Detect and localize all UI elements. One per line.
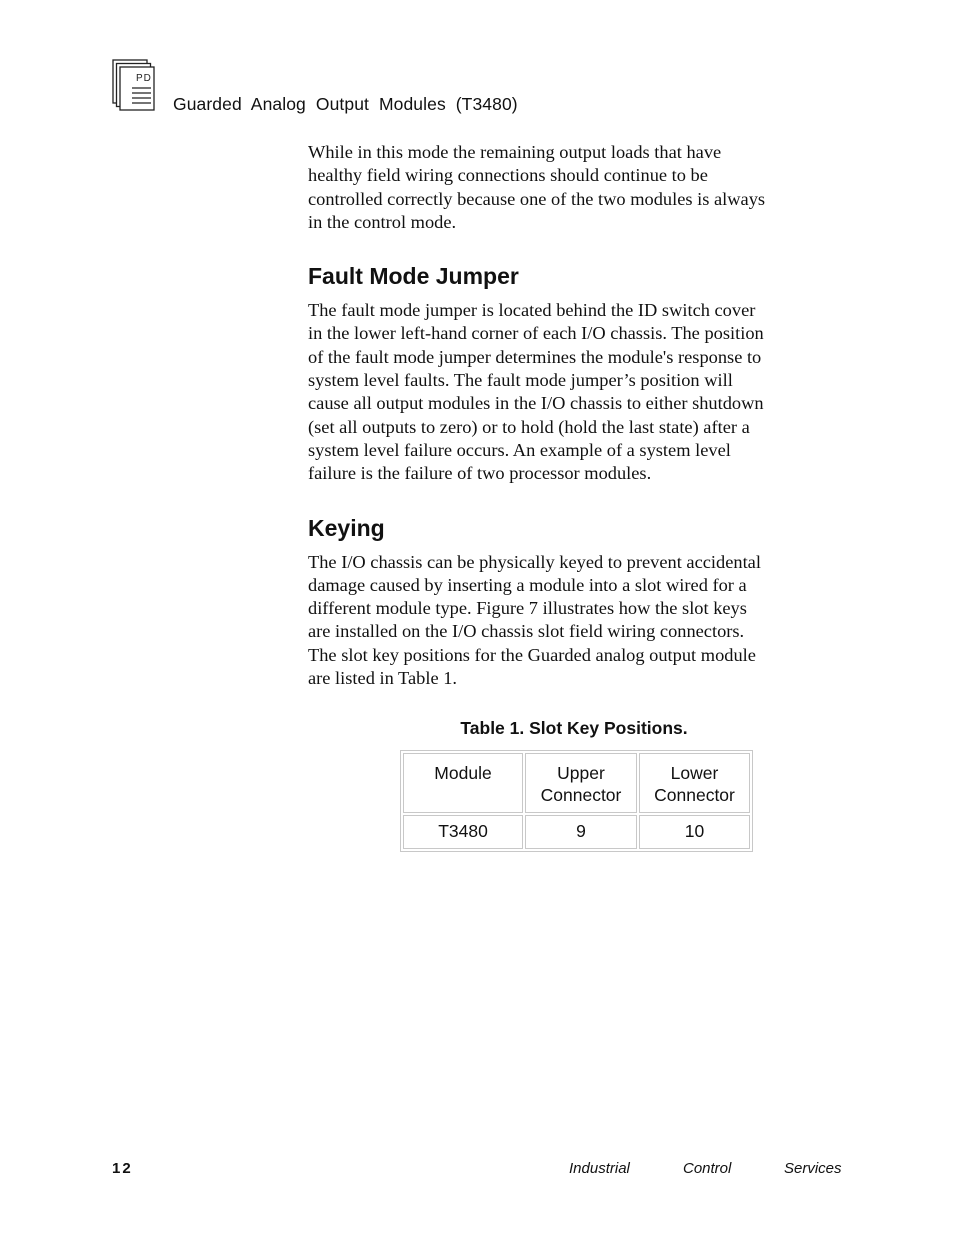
text-line: failure is the failure of two processor modules. — [308, 463, 652, 484]
text-line: different module type. Figure 7 illustrates how the slot keys — [308, 598, 747, 619]
header-lower-connector — [639, 753, 750, 813]
text-line: system level failure occurs. An example of a system level — [308, 439, 731, 460]
text-line: in the lower left-hand corner of each I/O chassis. The position — [308, 323, 764, 344]
text-line: of the fault mode jumper determines the module's response to — [308, 346, 762, 367]
text-line: are installed on the I/O chassis slot field wiring connectors. — [308, 621, 745, 642]
table-row — [403, 815, 750, 849]
footer-word-services: Services — [784, 1160, 842, 1177]
footer-word-control: Control — [683, 1160, 732, 1177]
header-lower-line1: Lower — [670, 763, 719, 783]
text-line: (set all outputs to zero) or to hold (hold the last state) after a — [308, 416, 750, 437]
fault-mode-paragraph — [308, 299, 848, 485]
logo-text: PD — [136, 73, 152, 84]
header-upper-line2: Connector — [540, 785, 622, 805]
pd-logo-icon — [112, 59, 156, 111]
header-title: Guarded Analog Output Modules (T3480) — [173, 94, 518, 114]
keying-heading: Keying — [308, 514, 385, 541]
table-caption: Table 1. Slot Key Positions. — [460, 718, 688, 738]
cell-lower: 10 — [639, 815, 750, 849]
header-module-label: Module — [434, 763, 492, 783]
text-line: in the control mode. — [308, 211, 457, 232]
slot-key-table — [400, 750, 753, 852]
text-line: The I/O chassis can be physically keyed to prevent accidental — [308, 551, 761, 572]
header-upper-line1: Upper — [557, 763, 605, 783]
text-line: While in this mode the remaining output loads that have — [308, 142, 722, 162]
header-upper-connector — [525, 753, 637, 813]
text-line: are listed in Table 1. — [308, 668, 458, 689]
text-line: controlled correctly because one of the two modules is always — [308, 188, 766, 209]
page-number: 12 — [112, 1160, 133, 1177]
text-line: cause all output modules in the I/O chassis to either shutdown — [308, 393, 764, 414]
text-line: system level faults. The fault mode jumper’s position will — [308, 370, 733, 391]
text-line: healthy field wiring connections should continue to be — [308, 165, 708, 186]
cell-module: T3480 — [403, 815, 523, 849]
text-line: The fault mode jumper is located behind the ID switch cover — [308, 300, 756, 321]
header-module — [403, 753, 523, 813]
header-lower-line2: Connector — [654, 785, 735, 805]
cell-upper: 9 — [525, 815, 637, 849]
table-header-row — [403, 753, 750, 813]
main-content — [308, 141, 848, 690]
text-line: damage caused by inserting a module into a slot wired for a — [308, 574, 747, 595]
footer-word-industrial: Industrial — [569, 1160, 630, 1177]
keying-paragraph — [308, 551, 848, 691]
fault-mode-heading: Fault Mode Jumper — [308, 263, 519, 290]
intro-paragraph — [308, 141, 848, 234]
text-line: The slot key positions for the Guarded analog output module — [308, 644, 756, 665]
